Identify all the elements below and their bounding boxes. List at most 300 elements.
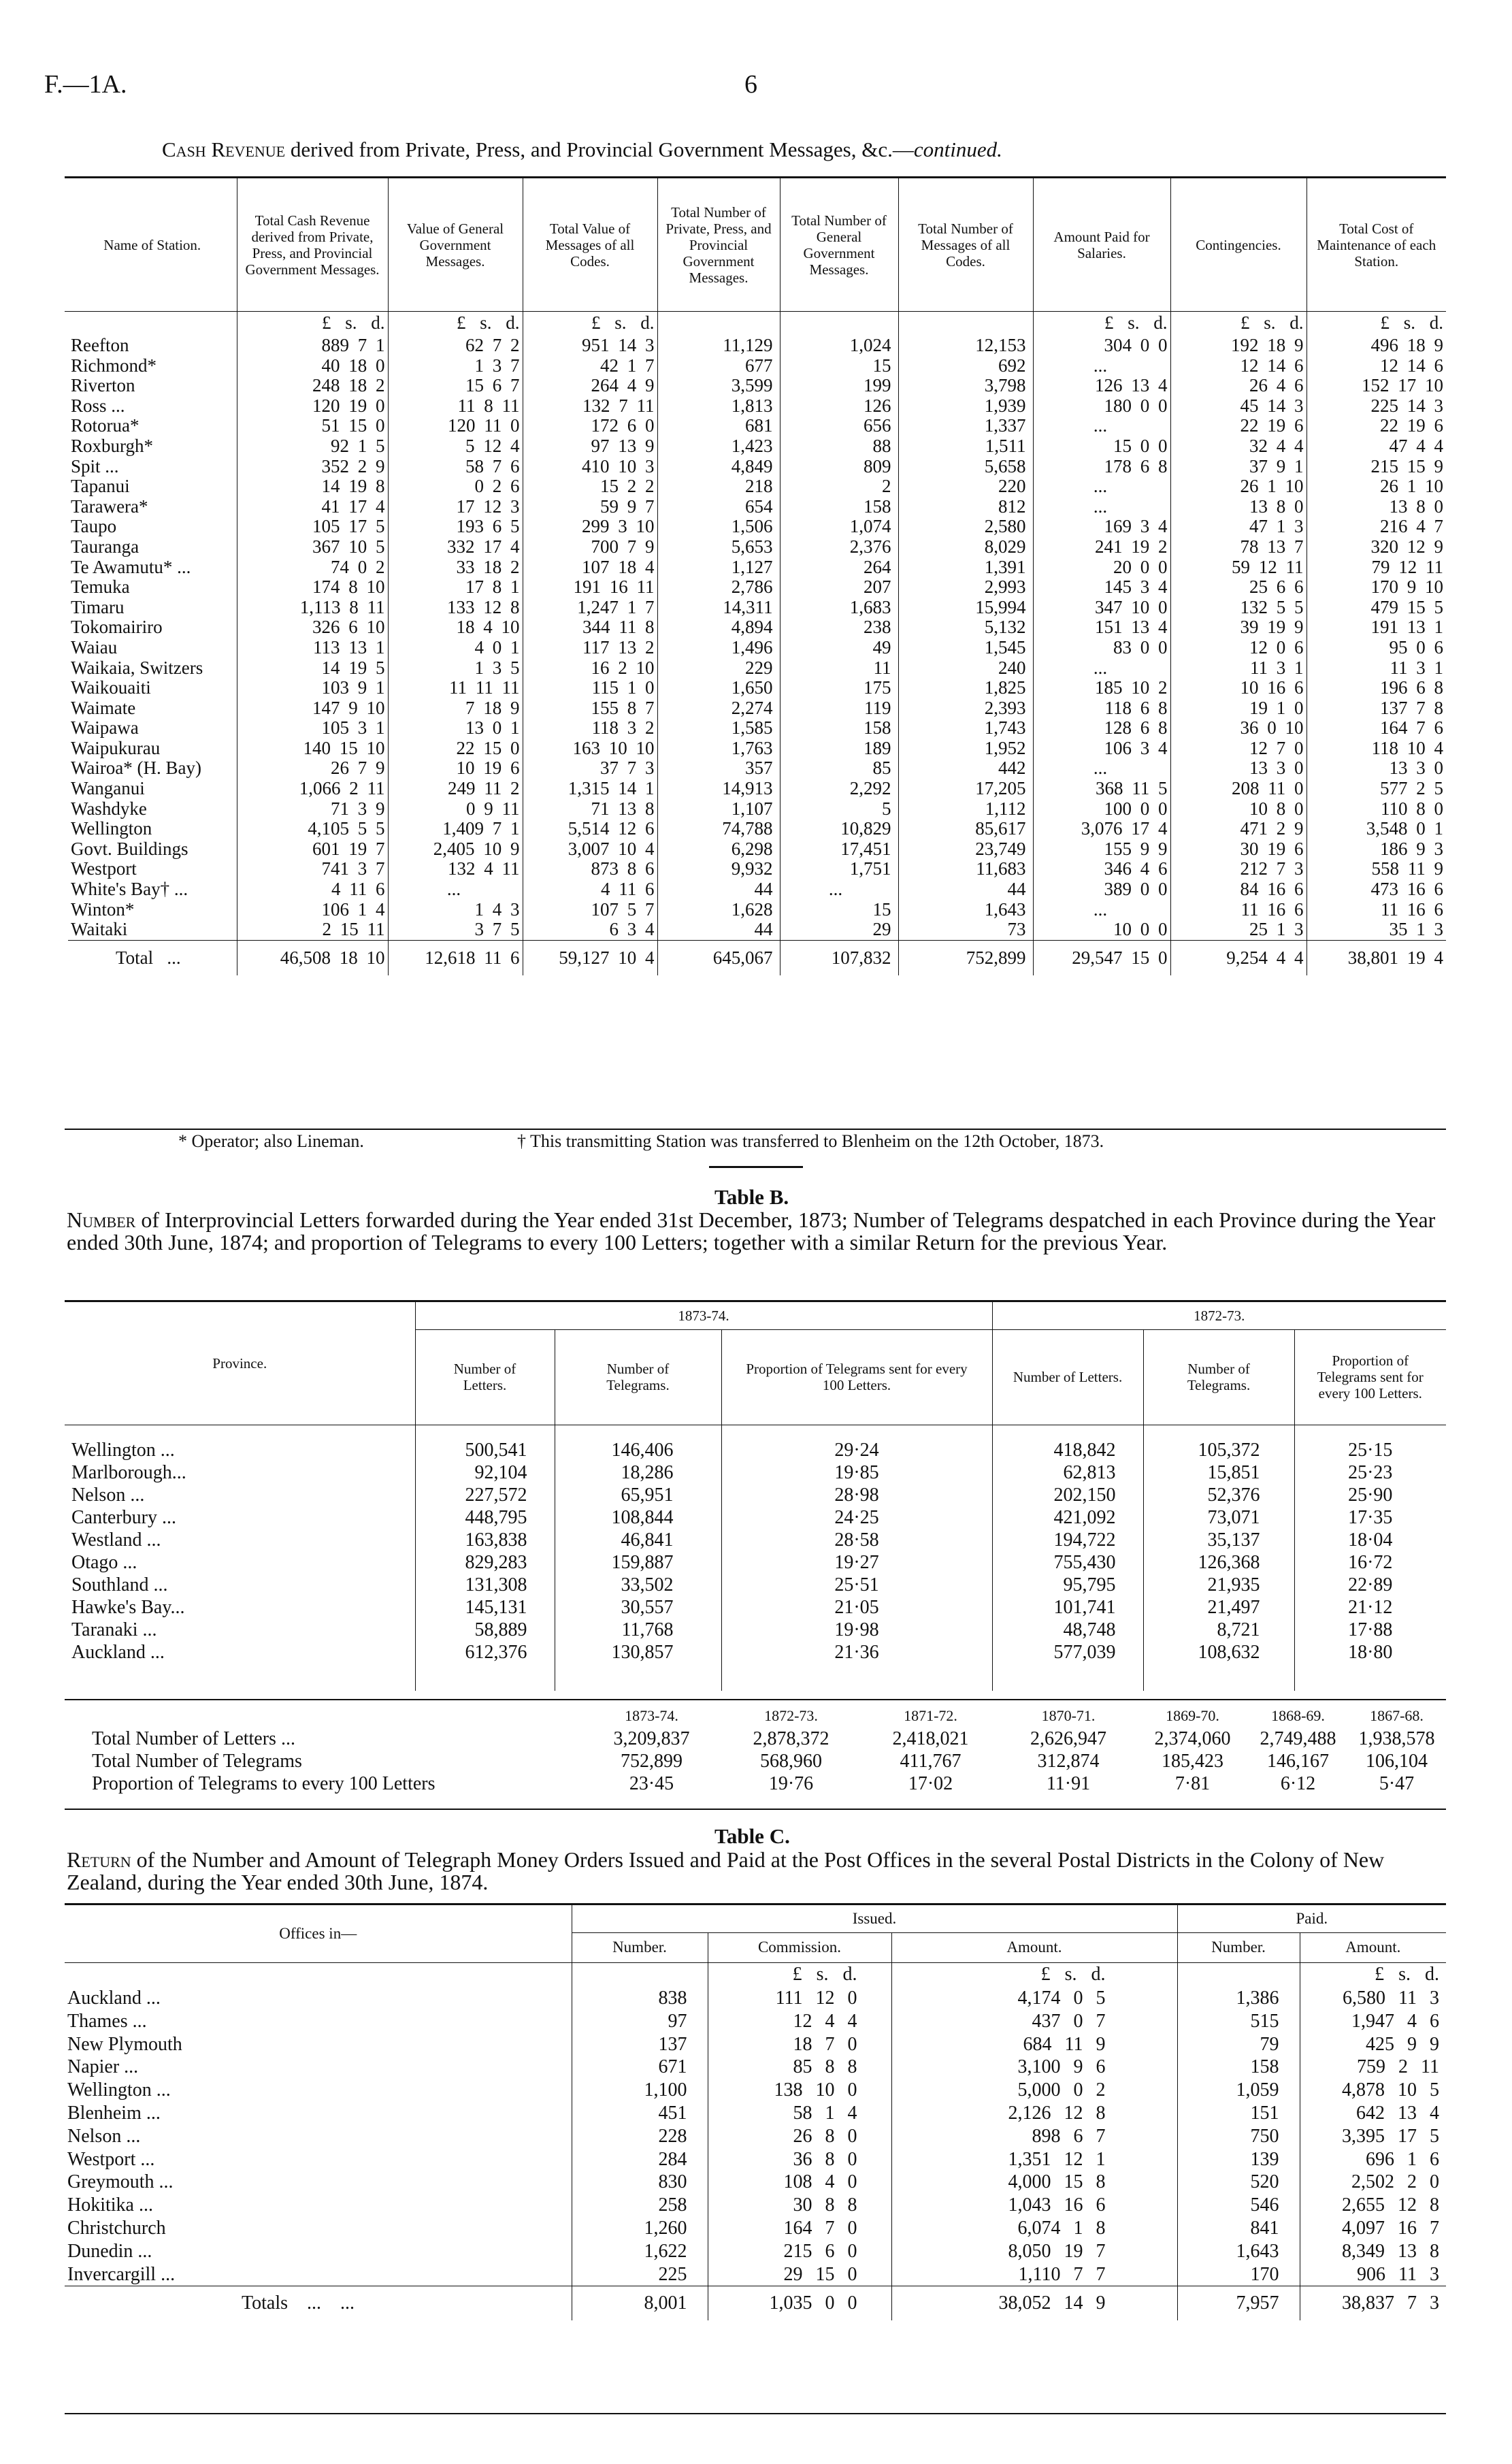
gov-value: 10 19 6 [388, 758, 523, 779]
contingencies: 39 19 9 [1170, 617, 1306, 638]
gov-value: 15 6 7 [388, 376, 523, 396]
num-gov: 158 [780, 718, 898, 739]
issued-number: 451 [572, 2102, 708, 2125]
table-c-caption-lead: Return [67, 1847, 131, 1872]
table-row [65, 2217, 1446, 2240]
num-gov: 10,829 [780, 819, 898, 839]
num-all: 812 [898, 497, 1033, 517]
maintenance: 216 4 7 [1380, 516, 1443, 537]
table-row [68, 799, 1446, 820]
province-name: Taranaki ... [65, 1619, 415, 1641]
table-row [68, 739, 1446, 759]
maintenance: 558 11 9 [1371, 858, 1443, 879]
letters-1872-73: 48,748 [992, 1619, 1143, 1641]
issued-amount: 1,110 7 7 [891, 2263, 1177, 2286]
maintenance: 110 8 0 [1381, 798, 1443, 819]
contingencies: 10 8 0 [1170, 799, 1306, 820]
station-name: Riverton [68, 376, 237, 396]
summary-value: 2,418,021 [892, 1728, 969, 1749]
station-name: Tokomairiro [68, 617, 237, 638]
salaries: ... [1033, 416, 1170, 436]
gov-value: 22 15 0 [388, 739, 523, 759]
office-name: Westport ... [65, 2148, 572, 2171]
paid-number: 170 [1177, 2263, 1300, 2286]
issued-number: 1,622 [572, 2240, 708, 2263]
station-name: Temuka [68, 577, 237, 598]
num-private: 654 [657, 497, 780, 517]
num-gov: 2 [780, 476, 898, 497]
contingencies: 471 2 9 [1170, 819, 1306, 839]
num-all: 5,658 [898, 457, 1033, 477]
cash-revenue: 26 7 9 [237, 758, 388, 779]
total-value: 71 13 8 [523, 799, 657, 820]
num-private: 1,763 [657, 739, 780, 759]
table-c [65, 1905, 1446, 2320]
contingencies: 10 16 6 [1170, 678, 1306, 698]
totals-paid-amount: 38,837 7 3 [1342, 2292, 1440, 2314]
totals-commission: 1,035 0 0 [708, 2286, 891, 2320]
num-all: 1,825 [898, 678, 1033, 698]
issued-number: 225 [572, 2263, 708, 2286]
contingencies: 19 1 0 [1170, 698, 1306, 719]
telegrams-1873-74: 159,887 [555, 1551, 721, 1574]
letters-1873-74: 131,308 [415, 1574, 555, 1596]
station-name: Waiau [68, 638, 237, 658]
gov-value: 1 4 3 [388, 900, 523, 920]
contingencies: 32 4 4 [1170, 436, 1306, 457]
station-name: Westport [68, 859, 237, 879]
station-name: Reefton [68, 336, 237, 356]
proportion-1873-74: 28·58 [721, 1529, 992, 1551]
total-value: 59,127 10 4 [523, 940, 657, 975]
num-private: 218 [657, 476, 780, 497]
gov-value: 33 18 2 [388, 557, 523, 578]
col-num-gov: Total Number of General Government Messages. [780, 178, 898, 311]
commission: 138 10 0 [708, 2079, 891, 2102]
maintenance: 186 9 3 [1380, 838, 1443, 859]
num-gov: 126 [780, 396, 898, 417]
office-name: Wellington ... [65, 2079, 572, 2102]
paid-number: 1,643 [1177, 2240, 1300, 2263]
cash-revenue: 105 17 5 [237, 517, 388, 537]
num-private: 2,786 [657, 577, 780, 598]
paid-number: 151 [1177, 2102, 1300, 2125]
proportion-1872-73: 25·90 [1348, 1485, 1393, 1506]
maintenance: 577 2 5 [1380, 778, 1443, 799]
paid-number: 79 [1177, 2033, 1300, 2056]
summary-value: 5·47 [1379, 1773, 1415, 1794]
salaries: ... [1033, 758, 1170, 779]
contingencies: 37 9 1 [1170, 457, 1306, 477]
maintenance: 79 12 11 [1371, 556, 1443, 577]
total-value: 132 7 11 [523, 396, 657, 417]
num-private: 681 [657, 416, 780, 436]
num-gov: 809 [780, 457, 898, 477]
paid-number: 841 [1177, 2217, 1300, 2240]
telegrams-1872-73: 105,372 [1143, 1425, 1294, 1461]
maintenance: 26 1 10 [1380, 476, 1443, 497]
table-row [65, 2056, 1446, 2079]
summary-value: 2,749,488 [1260, 1728, 1336, 1749]
num-all: 1,545 [898, 638, 1033, 658]
num-private: 6,298 [657, 839, 780, 860]
gov-value: 1,409 7 1 [388, 819, 523, 839]
contingencies: 12 7 0 [1170, 739, 1306, 759]
paid-amount: 696 1 6 [1366, 2148, 1440, 2170]
issued-number: 1,100 [572, 2079, 708, 2102]
table-a-title-lead: Cash Revenue [162, 137, 286, 161]
col-num-private: Total Number of Private, Press, and Provincial Government Messages. [657, 178, 780, 311]
num-gov: 1,683 [780, 598, 898, 618]
table-row [68, 356, 1446, 376]
paid-amount: 2,655 12 8 [1342, 2194, 1440, 2216]
period-1873-74: 1873-74. [415, 1302, 992, 1329]
total-value: 264 4 9 [523, 376, 657, 396]
telegrams-1872-73: 15,851 [1143, 1461, 1294, 1484]
station-name: Waimate [68, 698, 237, 719]
summary-row [65, 1728, 1446, 1750]
total-value: 6 3 4 [523, 920, 657, 940]
table-row [65, 1529, 1446, 1551]
num-gov: 119 [780, 698, 898, 719]
table-row [65, 1461, 1446, 1484]
table-c-caption [67, 1849, 1441, 1894]
cash-revenue: 14 19 5 [237, 658, 388, 679]
table-row [65, 1596, 1446, 1619]
total-label: Total ... [68, 940, 237, 975]
commission: 164 7 0 [708, 2217, 891, 2240]
salaries: 3,076 17 4 [1033, 819, 1170, 839]
num-private: 14,311 [657, 598, 780, 618]
cash-revenue: 103 9 1 [237, 678, 388, 698]
total-npriv: 645,067 [657, 940, 780, 975]
num-all: 73 [898, 920, 1033, 940]
salaries: 10 0 0 [1033, 920, 1170, 940]
unit-label: £ s. d. [708, 1962, 891, 1987]
station-name: Richmond* [68, 356, 237, 376]
proportion-1872-73: 17·88 [1348, 1619, 1393, 1640]
office-name: Dunedin ... [65, 2240, 572, 2263]
salaries: 83 0 0 [1033, 638, 1170, 658]
salaries: ... [1033, 900, 1170, 920]
total-value: 4 11 6 [523, 879, 657, 900]
summary-value: 752,899 [621, 1751, 683, 1772]
unit-label: £ s. d. [1170, 311, 1306, 336]
num-private: 1,127 [657, 557, 780, 578]
proportion-1873-74: 24·25 [721, 1506, 992, 1529]
total-value: 59 9 7 [523, 497, 657, 517]
station-name: Spit ... [68, 457, 237, 477]
maintenance: 225 14 3 [1370, 395, 1443, 416]
num-gov: 88 [780, 436, 898, 457]
letters-1873-74: 145,131 [415, 1596, 555, 1619]
num-all: 1,643 [898, 900, 1033, 920]
gov-value: 0 9 11 [388, 799, 523, 820]
station-name: Tauranga [68, 537, 237, 557]
num-gov: 264 [780, 557, 898, 578]
station-name: Waikouaiti [68, 678, 237, 698]
table-b-caption-rest: of Interprovincial Letters forwarded during the Year ended 31st December, 1873; Number of Telegrams despatched in each Province during the Year ended 30th June, 1874; and proportion of Telegrams to every 100 Letters; together with a similar Return for the previous Year. [67, 1207, 1436, 1254]
contingencies: 12 0 6 [1170, 638, 1306, 658]
station-name: Te Awamutu* ... [68, 557, 237, 578]
station-name: Waipukurau [68, 739, 237, 759]
num-private: 3,599 [657, 376, 780, 396]
proportion-1873-74: 21·05 [721, 1596, 992, 1619]
maintenance: 473 16 6 [1370, 879, 1443, 900]
table-row [68, 819, 1446, 839]
telegrams-1872-73: 73,071 [1143, 1506, 1294, 1529]
summary-value: 411,767 [900, 1751, 962, 1772]
num-private: 1,506 [657, 517, 780, 537]
summary-year: 1871-72. [904, 1706, 957, 1724]
cash-revenue: 741 3 7 [237, 859, 388, 879]
summary-year: 1873-74. [625, 1706, 678, 1724]
num-all: 12,153 [898, 336, 1033, 356]
total-contingencies: 9,254 4 4 [1170, 940, 1306, 975]
table-row [65, 2194, 1446, 2217]
summary-value: 312,874 [1037, 1751, 1100, 1772]
paid-amount: 4,878 10 5 [1342, 2079, 1440, 2101]
gov-value: 2,405 10 9 [388, 839, 523, 860]
telegrams-1872-73: 52,376 [1143, 1484, 1294, 1506]
gov-value: 132 4 11 [388, 859, 523, 879]
num-all: 2,393 [898, 698, 1033, 719]
proportion-1873-74: 28·98 [721, 1484, 992, 1506]
cash-revenue: 92 1 5 [237, 436, 388, 457]
station-name: Waitaki [68, 920, 237, 940]
cash-revenue: 71 3 9 [237, 799, 388, 820]
col-salaries: Amount Paid for Salaries. [1033, 178, 1170, 311]
total-ngov: 107,832 [780, 940, 898, 975]
table-row [65, 1987, 1446, 2010]
table-a-title [162, 137, 1002, 162]
cash-revenue: 2 15 11 [237, 920, 388, 940]
contingencies: 12 14 6 [1170, 356, 1306, 376]
paid-amount: 1,947 4 6 [1351, 2010, 1440, 2032]
contingencies: 132 5 5 [1170, 598, 1306, 618]
num-all: 442 [898, 758, 1033, 779]
province-name: Otago ... [65, 1551, 415, 1574]
col-commission: Commission. [708, 1932, 891, 1962]
summary-year: 1872-73. [764, 1706, 818, 1724]
station-name: Taupo [68, 517, 237, 537]
station-name: Wellington [68, 819, 237, 839]
paid-amount: 8,349 13 8 [1342, 2240, 1440, 2262]
salaries: 180 0 0 [1033, 396, 1170, 417]
province-name: Hawke's Bay... [65, 1596, 415, 1619]
maintenance: 11 16 6 [1381, 898, 1443, 920]
contingencies: 26 1 10 [1170, 476, 1306, 497]
salaries: 169 3 4 [1033, 517, 1170, 537]
commission: 58 1 4 [708, 2102, 891, 2125]
col-maintenance: Total Cost of Maintenance of each Station. [1317, 220, 1436, 270]
telegrams-1873-74: 30,557 [555, 1596, 721, 1619]
telegrams-1873-74: 11,768 [555, 1619, 721, 1641]
num-private: 229 [657, 658, 780, 679]
office-name: Auckland ... [65, 1987, 572, 2010]
paid-number: 1,386 [1177, 1987, 1300, 2010]
unit-label: £ s. d. [388, 311, 523, 336]
table-row [65, 2125, 1446, 2148]
col-number: Number. [572, 1932, 708, 1962]
num-all: 1,391 [898, 557, 1033, 578]
total-value: 155 8 7 [523, 698, 657, 719]
paid-number: 546 [1177, 2194, 1300, 2217]
salaries: 304 0 0 [1033, 336, 1170, 356]
table-row [65, 1506, 1446, 1529]
maintenance: 215 15 9 [1370, 455, 1443, 476]
maintenance: 320 12 9 [1370, 536, 1443, 557]
num-private: 1,585 [657, 718, 780, 739]
telegrams-1873-74: 146,406 [555, 1425, 721, 1461]
salaries: 20 0 0 [1033, 557, 1170, 578]
letters-1872-73: 101,741 [992, 1596, 1143, 1619]
gov-value: 193 6 5 [388, 517, 523, 537]
province-name: Canterbury ... [65, 1506, 415, 1529]
total-rev: 46,508 18 10 [237, 940, 388, 975]
summary-year: 1869-70. [1166, 1706, 1219, 1724]
maintenance: 170 9 10 [1370, 577, 1443, 598]
num-gov: 11 [780, 658, 898, 679]
station-name: Waikaia, Switzers [68, 658, 237, 679]
table-row [65, 2010, 1446, 2033]
letters-1873-74: 500,541 [415, 1425, 555, 1461]
telegrams-1873-74: 108,844 [555, 1506, 721, 1529]
station-name: Waipawa [68, 718, 237, 739]
proportion-1873-74: 19·85 [721, 1461, 992, 1484]
station-name: Wairoa* (H. Bay) [68, 758, 237, 779]
contingencies: 25 6 6 [1170, 577, 1306, 598]
letters-1873-74: 829,283 [415, 1551, 555, 1574]
table-row [65, 1551, 1446, 1574]
table-row [68, 718, 1446, 739]
num-all: 23,749 [898, 839, 1033, 860]
cash-revenue: 74 0 2 [237, 557, 388, 578]
station-name: Winton* [68, 900, 237, 920]
total-value: 172 6 0 [523, 416, 657, 436]
table-row [65, 2102, 1446, 2125]
table-row [68, 859, 1446, 879]
commission: 30 8 8 [708, 2194, 891, 2217]
salaries: ... [1033, 497, 1170, 517]
letters-1872-73: 194,722 [992, 1529, 1143, 1551]
issued-amount: 1,351 12 1 [891, 2148, 1177, 2171]
table-a-title-cont: continued. [913, 137, 1002, 161]
num-all: 8,029 [898, 537, 1033, 557]
page-ref: F.—1A. [44, 70, 127, 99]
total-nall: 752,899 [898, 940, 1033, 975]
maintenance: 3,548 0 1 [1366, 818, 1443, 839]
gov-value: 58 7 6 [388, 457, 523, 477]
proportion-1872-73: 18·80 [1348, 1642, 1393, 1663]
table-row [68, 839, 1446, 860]
table-b-caption [67, 1209, 1441, 1254]
summary-row [65, 1772, 1446, 1795]
table-row [68, 638, 1446, 658]
summary-value: 2,626,947 [1030, 1728, 1106, 1749]
total-value: 299 3 10 [523, 517, 657, 537]
letters-1873-74: 227,572 [415, 1484, 555, 1506]
total-value: 163 10 10 [523, 739, 657, 759]
paid-amount: 4,097 16 7 [1342, 2217, 1440, 2239]
contingencies: 11 16 6 [1170, 900, 1306, 920]
commission: 36 8 0 [708, 2148, 891, 2171]
paid-number: 520 [1177, 2171, 1300, 2194]
office-name: Greymouth ... [65, 2171, 572, 2194]
province-name: Westland ... [65, 1529, 415, 1551]
unit-label: £ s. d. [1380, 312, 1443, 334]
summary-year-row [65, 1703, 1446, 1728]
table-b-title: Table B. [714, 1185, 789, 1209]
commission: 12 4 4 [708, 2010, 891, 2033]
table-row [65, 2171, 1446, 2194]
summary-label: Proportion of Telegrams to every 100 Letters [92, 1773, 435, 1794]
maintenance: 496 18 9 [1370, 335, 1443, 355]
summary-value: 6·12 [1280, 1773, 1316, 1794]
station-name: Washdyke [68, 799, 237, 820]
num-gov: 5 [780, 799, 898, 820]
salaries: 347 10 0 [1033, 598, 1170, 618]
maintenance: 191 13 1 [1370, 617, 1443, 638]
col-letters: Number of Letters. [415, 1329, 555, 1425]
maintenance: 118 10 4 [1371, 737, 1443, 758]
col-telegrams: Number of Telegrams. [555, 1329, 721, 1425]
num-all: 220 [898, 476, 1033, 497]
table-row [68, 678, 1446, 698]
salaries: 15 0 0 [1033, 436, 1170, 457]
station-name: Govt. Buildings [68, 839, 237, 860]
cash-revenue: 601 19 7 [237, 839, 388, 860]
station-name: Roxburgh* [68, 436, 237, 457]
cash-revenue: 41 17 4 [237, 497, 388, 517]
maintenance: 13 8 0 [1389, 496, 1443, 517]
salaries: 346 4 6 [1033, 859, 1170, 879]
issued-number: 228 [572, 2125, 708, 2148]
totals-issued-amount: 38,052 14 9 [891, 2286, 1177, 2320]
salaries: 241 19 2 [1033, 537, 1170, 557]
contingencies: 30 19 6 [1170, 839, 1306, 860]
proportion-1872-73: 17·35 [1348, 1507, 1393, 1528]
num-gov: 15 [780, 356, 898, 376]
maintenance: 13 3 0 [1389, 758, 1443, 779]
salaries: 185 10 2 [1033, 678, 1170, 698]
num-all: 2,993 [898, 577, 1033, 598]
paid-amount: 642 13 4 [1356, 2102, 1440, 2124]
table-b-summary [65, 1703, 1446, 1795]
footnote-transfer: † This transmitting Station was transferred to Blenheim on the 12th October, 1873. [517, 1131, 1104, 1151]
issued-amount: 2,126 12 8 [891, 2102, 1177, 2125]
cash-revenue: 147 9 10 [237, 698, 388, 719]
summary-value: 106,104 [1366, 1751, 1428, 1772]
table-row [65, 1641, 1446, 1664]
summary-label: Total Number of Telegrams [92, 1751, 302, 1772]
gov-value: 249 11 2 [388, 779, 523, 799]
unit-label: £ s. d. [891, 1962, 1177, 1987]
issued-amount: 898 6 7 [891, 2125, 1177, 2148]
num-gov: 238 [780, 617, 898, 638]
total-value: 951 14 3 [523, 336, 657, 356]
total-value: 700 7 9 [523, 537, 657, 557]
summary-value: 19·76 [768, 1773, 814, 1794]
station-name: White's Bay† ... [68, 879, 237, 900]
gov-value: ... [388, 879, 523, 900]
table-row [68, 457, 1446, 477]
office-name: Napier ... [65, 2056, 572, 2079]
proportion-1873-74: 21·36 [721, 1641, 992, 1664]
total-value: 16 2 10 [523, 658, 657, 679]
gov-value: 1 3 5 [388, 658, 523, 679]
contingencies: 78 13 7 [1170, 537, 1306, 557]
